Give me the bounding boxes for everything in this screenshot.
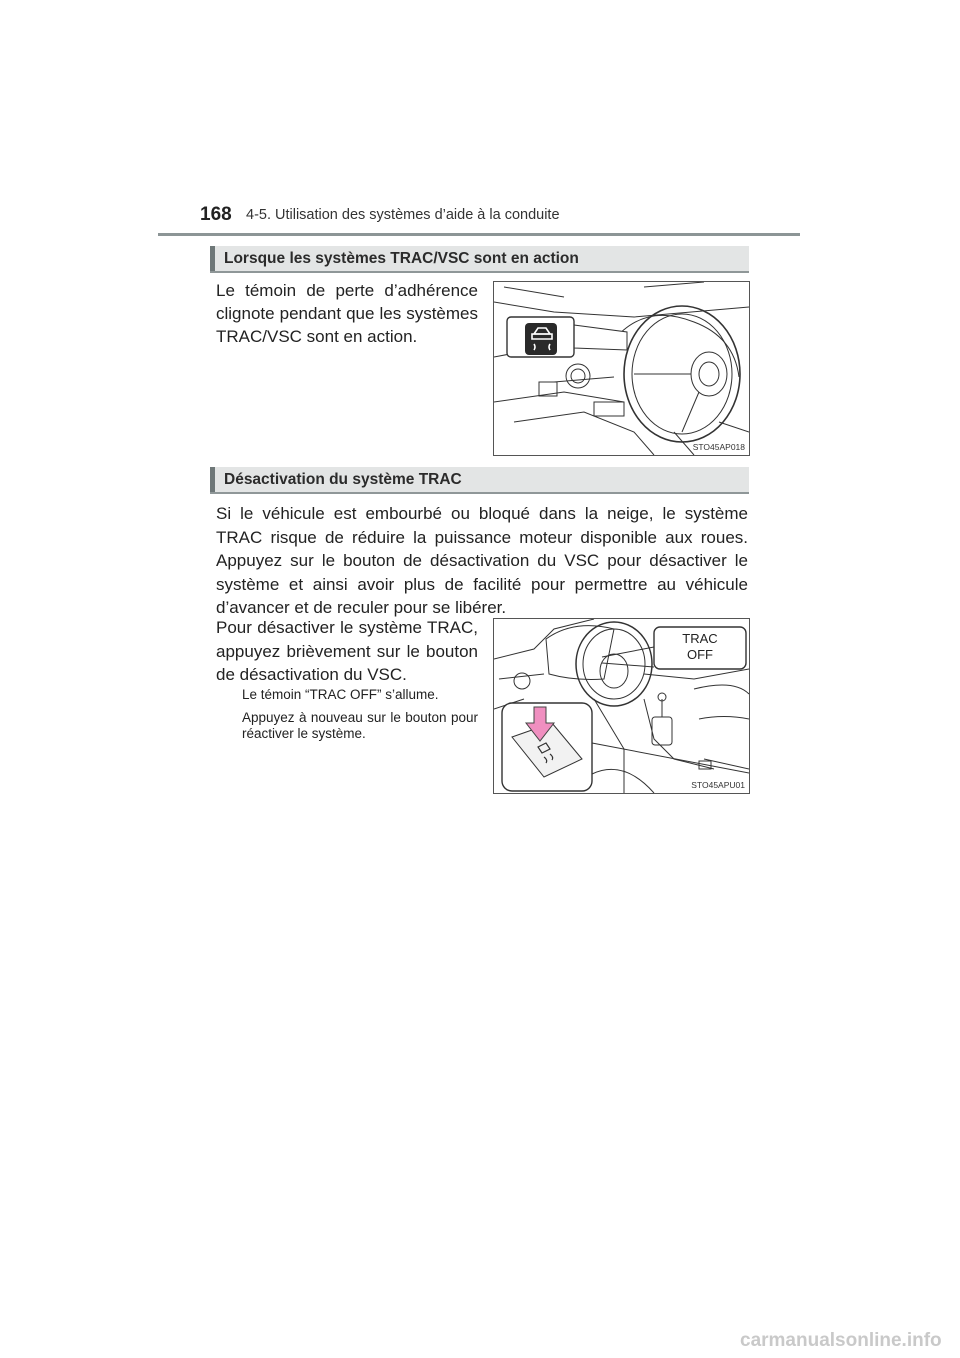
callout-line2: OFF [687,647,713,662]
watermark: carmanualsonline.info [740,1330,942,1351]
section-heading-trac-off [210,467,749,494]
section-title: Lorsque les systèmes TRAC/VSC sont en action [224,250,579,267]
dashboard-illustration [494,282,749,455]
header-divider [158,233,800,236]
dashboard-figure [493,281,750,456]
trac-off-figure [493,618,750,794]
figure-code: STO45AP018 [692,442,745,452]
heading-bar [210,246,215,271]
section2-instruction: Pour désactiver le système TRAC, appuyez brièvement sur le bouton de désactivation du VSC. [216,618,478,684]
section1-body: Le témoin de perte d’adhérence clignote pendant que les systèmes TRAC/VSC sont en action. [216,281,478,346]
callout-line1: TRAC [682,631,718,646]
heading-bar [210,467,215,492]
note-indicator-on: Le témoin “TRAC OFF” s’allume. [242,687,439,702]
section-title: Désactivation du système TRAC [224,471,462,488]
page-number: 168 [200,204,232,225]
trac-off-illustration [494,619,749,793]
note-reactivate: Appuyez à nouveau sur le bouton pour réactiver le système. [242,710,478,741]
figure-code: STO45APU01 [691,780,745,790]
section2-paragraph: Si le véhicule est embourbé ou bloqué dans la neige, le système TRAC risque de réduire la puissance moteur disponible aux roues. Appuyez sur le bouton de désactivation du VSC pour désactiver le système et ainsi avoir plus de facilité pour permettre au véhicule d’avancer et de reculer pour se libérer. [216,504,748,617]
section-heading-trac-vsc-active [210,246,749,273]
section-path: 4-5. Utilisation des systèmes d’aide à la conduite [246,207,560,223]
